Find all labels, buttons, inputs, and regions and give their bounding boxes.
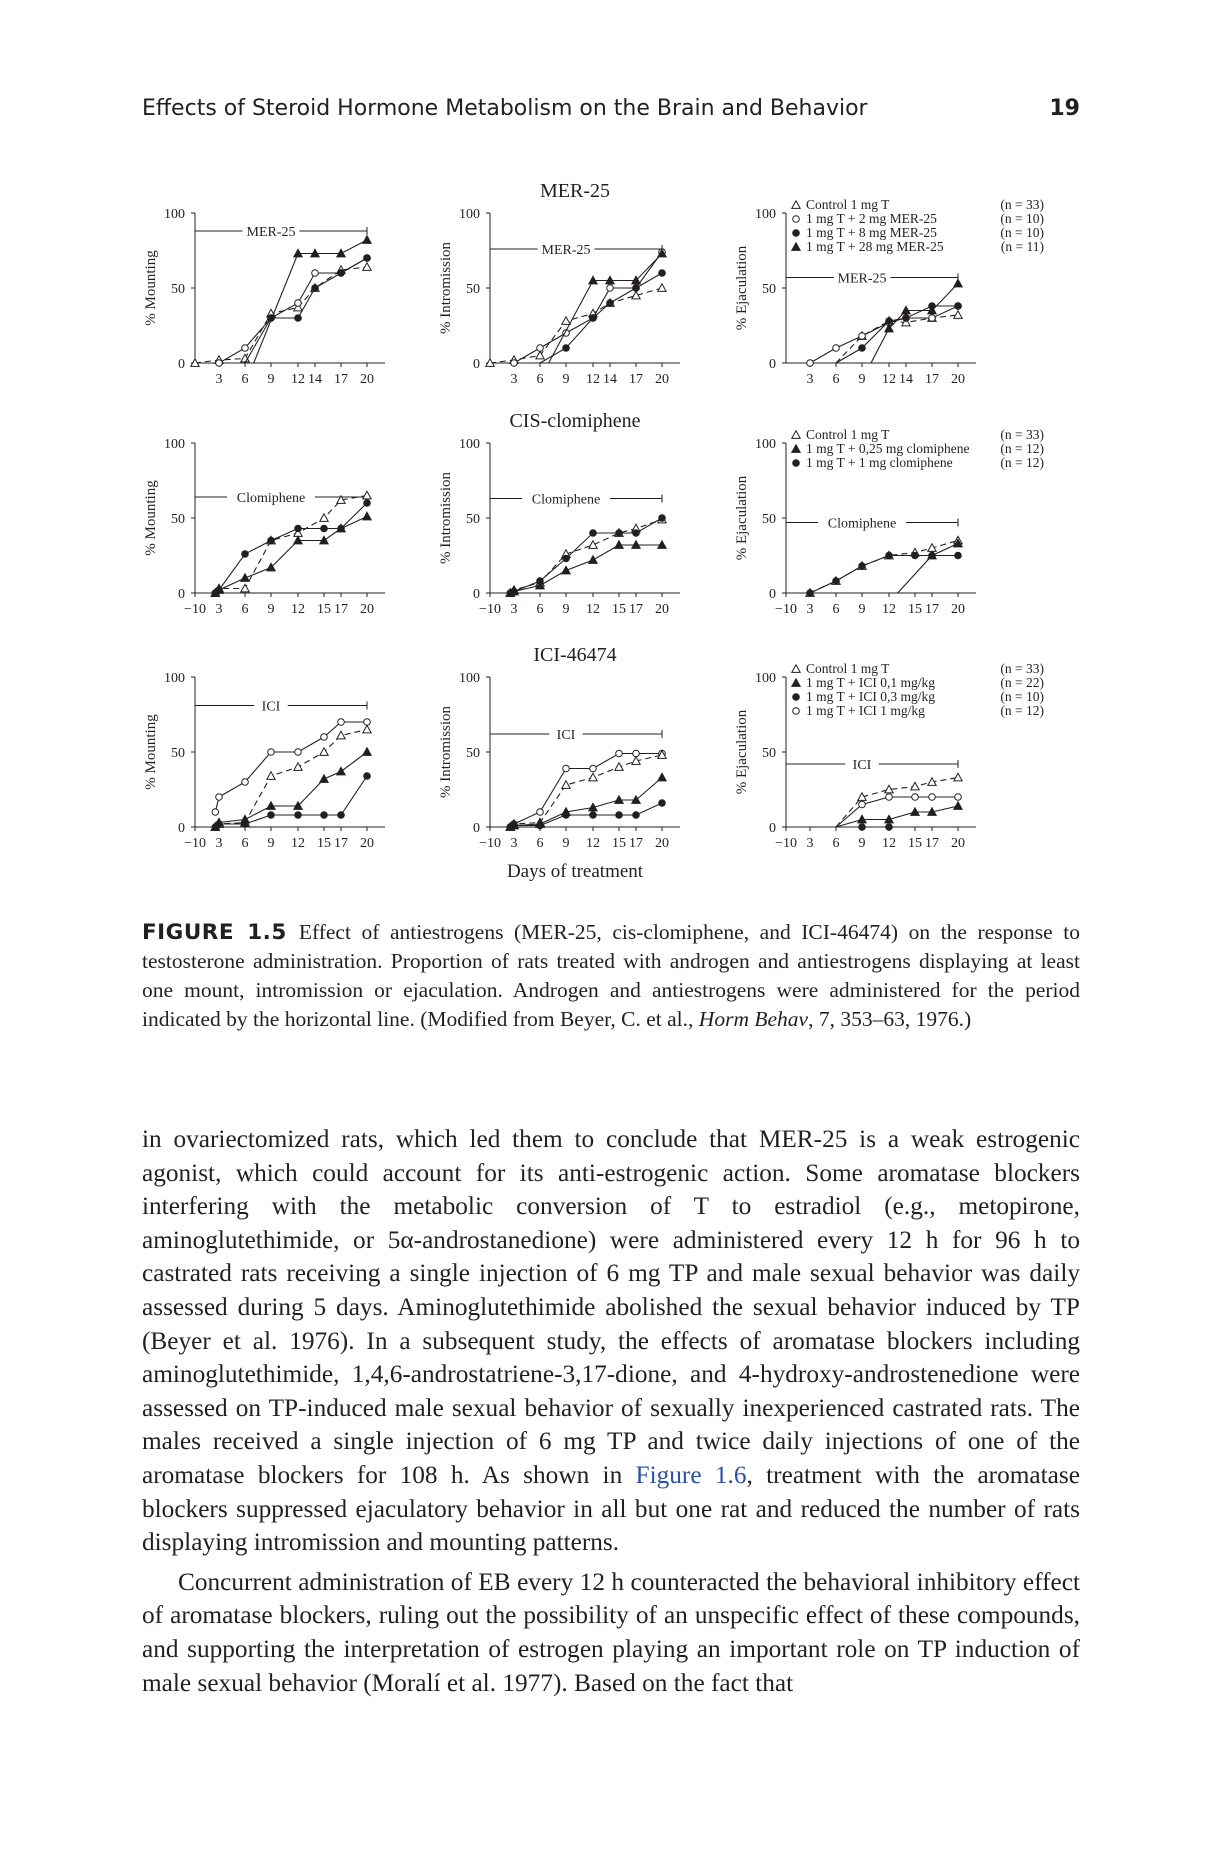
x-tick-label: 12 xyxy=(586,372,600,387)
legend-n: (n = 22) xyxy=(1000,675,1044,690)
x-tick-label: 12 xyxy=(291,836,305,851)
y-axis-label: % Intromission xyxy=(438,705,454,799)
data-point xyxy=(295,315,302,322)
data-point xyxy=(929,315,936,322)
panel-title: MER-25 xyxy=(540,180,610,202)
y-tick-label: 0 xyxy=(769,587,776,602)
legend-marker xyxy=(792,201,800,209)
data-point xyxy=(295,525,302,532)
y-tick-label: 100 xyxy=(164,437,185,452)
data-point xyxy=(363,725,371,733)
panel-c xyxy=(734,197,1044,387)
legend-marker xyxy=(792,431,800,439)
x-tick-label: 6 xyxy=(832,836,840,851)
data-point xyxy=(589,541,597,549)
x-tick-label: 3 xyxy=(806,372,814,387)
data-point xyxy=(886,552,893,559)
y-axis-label: % Intromission xyxy=(438,471,454,565)
data-point xyxy=(337,731,345,739)
data-point xyxy=(886,794,893,801)
data-point xyxy=(590,812,597,819)
y-tick-label: 100 xyxy=(459,207,480,222)
figure-label: FIGURE 1.5 xyxy=(142,920,287,945)
x-tick-label: 20 xyxy=(360,836,374,851)
x-tick-label: 20 xyxy=(655,372,669,387)
x-tick-label: 20 xyxy=(360,372,374,387)
data-point xyxy=(511,360,518,367)
x-tick-label: 3 xyxy=(510,836,518,851)
data-point xyxy=(563,555,570,562)
x-tick-label: 6 xyxy=(832,372,840,387)
data-point xyxy=(563,345,570,352)
treatment-label: ICI xyxy=(556,728,576,743)
x-tick-label: 9 xyxy=(267,836,275,851)
x-tick-label: 14 xyxy=(603,372,617,387)
treatment-label: ICI xyxy=(852,758,872,773)
data-point xyxy=(242,821,249,828)
legend-n: (n = 10) xyxy=(1000,225,1044,240)
data-point xyxy=(363,512,371,520)
data-point xyxy=(563,765,570,772)
data-point xyxy=(859,563,866,570)
y-tick-label: 100 xyxy=(164,671,185,686)
data-point xyxy=(267,772,275,780)
x-tick-label: 6 xyxy=(536,836,544,851)
paragraph-1-part-b: , treatment with the aromatase blockers suppressed ejaculatory behavior in all but one rat and reduced the number of rats displaying intromission and mounting patterns. xyxy=(142,1460,1080,1557)
treatment-label: Clomiphene xyxy=(236,491,306,506)
data-point xyxy=(321,525,328,532)
x-tick-label: 6 xyxy=(536,602,544,617)
legend-n: (n = 11) xyxy=(1000,239,1044,254)
legend-n: (n = 33) xyxy=(1000,427,1044,442)
y-tick-label: 50 xyxy=(762,746,776,761)
legend-label: 1 mg T + ICI 0,1 mg/kg xyxy=(806,675,935,690)
x-tick-label: 3 xyxy=(215,836,223,851)
panel-g xyxy=(143,644,617,851)
caption-reference: , 7, 353–63, 1976.) xyxy=(808,1007,972,1031)
data-point xyxy=(955,794,962,801)
legend-marker xyxy=(793,460,800,467)
data-point xyxy=(659,800,666,807)
x-tick-label: 15 xyxy=(908,602,922,617)
y-tick-label: 100 xyxy=(459,437,480,452)
data-point xyxy=(216,821,223,828)
y-axis-label: % Ejaculation xyxy=(734,709,750,795)
series-line-2 xyxy=(810,556,958,594)
data-point xyxy=(615,763,623,771)
figure-caption xyxy=(142,918,1080,1034)
data-point xyxy=(859,801,866,808)
data-point xyxy=(364,773,371,780)
data-point xyxy=(590,530,597,537)
data-point xyxy=(338,525,345,532)
y-tick-label: 0 xyxy=(769,357,776,372)
legend-marker xyxy=(793,694,800,701)
legend-label: 1 mg T + 8 mg MER-25 xyxy=(806,225,937,240)
x-tick-label: 9 xyxy=(267,602,275,617)
data-point xyxy=(364,500,371,507)
legend-label: 1 mg T + 2 mg MER-25 xyxy=(806,211,937,226)
y-tick-label: 0 xyxy=(178,587,185,602)
data-point xyxy=(312,270,319,277)
data-point xyxy=(242,779,249,786)
x-tick-label: 17 xyxy=(629,372,643,387)
data-point xyxy=(954,802,962,810)
x-tick-label: 9 xyxy=(858,372,866,387)
y-tick-label: 100 xyxy=(755,671,776,686)
y-tick-label: 100 xyxy=(755,437,776,452)
y-tick-label: 50 xyxy=(466,282,480,297)
data-point xyxy=(363,491,371,499)
data-point xyxy=(321,734,328,741)
x-tick-label: 15 xyxy=(612,602,626,617)
data-point xyxy=(912,794,919,801)
y-tick-label: 50 xyxy=(466,512,480,527)
data-point xyxy=(616,530,623,537)
x-tick-label: 3 xyxy=(510,602,518,617)
x-tick-label: 20 xyxy=(655,602,669,617)
x-tick-label: 9 xyxy=(267,372,275,387)
legend-label: 1 mg T + 1 mg clomiphene xyxy=(806,455,953,470)
x-axis-label: Days of treatment xyxy=(506,861,644,882)
x-tick-label: 12 xyxy=(882,836,896,851)
data-point xyxy=(590,765,597,772)
page-number: 19 xyxy=(1049,96,1080,121)
y-tick-label: 50 xyxy=(171,282,185,297)
data-point xyxy=(295,749,302,756)
legend-label: 1 mg T + ICI 1 mg/kg xyxy=(806,703,925,718)
paragraph-1 xyxy=(142,1123,1080,1560)
y-tick-label: 50 xyxy=(466,746,480,761)
x-tick-label: −10 xyxy=(479,836,501,851)
data-point xyxy=(562,317,570,325)
x-tick-label: 20 xyxy=(360,602,374,617)
legend-n: (n = 33) xyxy=(1000,197,1044,212)
figure-1-5 xyxy=(0,165,1225,905)
legend-label: 1 mg T + 28 mg MER-25 xyxy=(806,239,944,254)
treatment-label: ICI xyxy=(261,699,281,715)
data-point xyxy=(295,300,302,307)
data-point xyxy=(616,812,623,819)
x-tick-label: −10 xyxy=(184,836,206,851)
x-tick-label: 17 xyxy=(925,372,939,387)
x-tick-label: 12 xyxy=(291,602,305,617)
data-point xyxy=(212,809,219,816)
data-point xyxy=(929,794,936,801)
data-point xyxy=(955,303,962,310)
x-tick-label: 3 xyxy=(510,372,518,387)
panel-b xyxy=(438,207,680,387)
treatment-label: MER-25 xyxy=(837,271,887,287)
x-tick-label: 17 xyxy=(629,602,643,617)
x-tick-label: 14 xyxy=(899,372,913,387)
data-point xyxy=(338,719,345,726)
data-point xyxy=(616,750,623,757)
legend-marker xyxy=(793,708,800,715)
data-point xyxy=(590,315,597,322)
running-head xyxy=(142,96,1080,121)
series-line-1 xyxy=(810,541,958,594)
x-tick-label: 6 xyxy=(241,836,249,851)
series-line-2 xyxy=(215,730,367,828)
legend-marker xyxy=(792,665,800,673)
x-tick-label: 9 xyxy=(858,836,866,851)
x-tick-label: 15 xyxy=(317,836,331,851)
y-tick-label: 0 xyxy=(178,821,185,836)
series-line-3 xyxy=(245,258,367,363)
x-tick-label: 20 xyxy=(951,602,965,617)
legend-n: (n = 12) xyxy=(1000,441,1044,456)
x-tick-label: 9 xyxy=(858,602,866,617)
treatment-label: MER-25 xyxy=(246,225,296,240)
data-point xyxy=(903,315,910,322)
x-tick-label: 3 xyxy=(806,602,814,617)
x-tick-label: 17 xyxy=(334,372,348,387)
legend-label: 1 mg T + 0,25 mg clomiphene xyxy=(806,441,970,456)
legend-marker xyxy=(793,216,800,223)
x-tick-label: 6 xyxy=(832,602,840,617)
data-point xyxy=(268,812,275,819)
data-point xyxy=(241,574,249,582)
legend-label: Control 1 mg T xyxy=(806,661,890,676)
x-tick-label: 9 xyxy=(562,836,570,851)
legend-marker xyxy=(793,230,800,237)
body-text xyxy=(142,1123,1080,1706)
data-point xyxy=(633,285,640,292)
treatment-label: Clomiphene xyxy=(531,492,601,508)
legend-n: (n = 33) xyxy=(1000,661,1044,676)
legend-label: Control 1 mg T xyxy=(806,197,890,212)
y-axis-label: % Ejaculation xyxy=(734,475,750,561)
x-tick-label: 15 xyxy=(908,836,922,851)
legend-label: 1 mg T + ICI 0,3 mg/kg xyxy=(806,689,935,704)
x-tick-label: −10 xyxy=(775,602,797,617)
series-line-2 xyxy=(810,306,958,363)
data-point xyxy=(216,587,223,594)
data-point xyxy=(859,333,866,340)
x-tick-label: 12 xyxy=(882,372,896,387)
x-tick-label: 17 xyxy=(925,602,939,617)
treatment-label: MER-25 xyxy=(541,243,591,258)
treatment-label: Clomiphene xyxy=(827,516,897,532)
legend-n: (n = 12) xyxy=(1000,455,1044,470)
x-tick-label: 6 xyxy=(241,372,249,387)
data-point xyxy=(912,552,919,559)
x-tick-label: 3 xyxy=(215,372,223,387)
y-axis-label: % Ejaculation xyxy=(734,245,750,331)
caption-journal: Horm Behav xyxy=(698,1007,809,1031)
y-tick-label: 0 xyxy=(473,587,480,602)
data-point xyxy=(658,773,666,781)
data-point xyxy=(954,311,962,319)
data-point xyxy=(321,812,328,819)
data-point xyxy=(562,781,570,789)
x-tick-label: 12 xyxy=(291,372,305,387)
x-tick-label: 20 xyxy=(951,836,965,851)
data-point xyxy=(607,300,614,307)
x-tick-label: 12 xyxy=(586,602,600,617)
y-tick-label: 50 xyxy=(171,746,185,761)
data-point xyxy=(216,360,223,367)
legend-n: (n = 10) xyxy=(1000,211,1044,226)
series-line-2 xyxy=(514,252,662,363)
x-tick-label: −10 xyxy=(775,836,797,851)
data-point xyxy=(833,345,840,352)
data-point xyxy=(216,794,223,801)
legend-n: (n = 10) xyxy=(1000,689,1044,704)
panel-e xyxy=(438,437,680,617)
y-tick-label: 0 xyxy=(178,357,185,372)
data-point xyxy=(658,284,666,292)
data-point xyxy=(633,530,640,537)
y-tick-label: 50 xyxy=(762,282,776,297)
data-point xyxy=(338,270,345,277)
data-point xyxy=(607,285,614,292)
panel-h xyxy=(438,671,680,851)
legend-marker xyxy=(792,243,800,251)
panel-title: CIS-clomiphene xyxy=(509,410,641,432)
series-line-1 xyxy=(836,778,958,828)
x-tick-label: 3 xyxy=(806,836,814,851)
x-tick-label: 12 xyxy=(882,602,896,617)
x-tick-label: 20 xyxy=(655,836,669,851)
data-point xyxy=(537,809,544,816)
data-point xyxy=(954,773,962,781)
series-line-3 xyxy=(540,273,662,363)
data-point xyxy=(659,270,666,277)
data-point xyxy=(241,584,249,592)
data-point xyxy=(363,236,371,244)
x-tick-label: 17 xyxy=(334,602,348,617)
x-tick-label: 9 xyxy=(562,602,570,617)
data-point xyxy=(338,812,345,819)
data-point xyxy=(807,590,814,597)
data-point xyxy=(537,345,544,352)
legend-n: (n = 12) xyxy=(1000,703,1044,718)
data-point xyxy=(589,556,597,564)
x-tick-label: 6 xyxy=(536,372,544,387)
data-point xyxy=(312,285,319,292)
series-line-3 xyxy=(836,806,958,827)
data-point xyxy=(562,566,570,574)
data-point xyxy=(911,782,919,790)
panel-f xyxy=(734,427,1044,617)
y-axis-label: % Mounting xyxy=(143,250,159,326)
data-point xyxy=(294,763,302,771)
data-point xyxy=(955,552,962,559)
series-line-2 xyxy=(836,797,958,827)
data-point xyxy=(511,588,518,595)
data-point xyxy=(242,551,249,558)
x-tick-label: −10 xyxy=(479,602,501,617)
x-tick-label: 15 xyxy=(317,602,331,617)
series-line-4 xyxy=(215,776,367,827)
data-point xyxy=(242,345,249,352)
data-point xyxy=(337,767,345,775)
data-point xyxy=(295,812,302,819)
data-point xyxy=(268,749,275,756)
series-line-1 xyxy=(215,722,367,812)
paragraph-2: Concurrent administration of EB every 12 h counteracted the behavioral inhibitory effect of aromatase blockers, ruling out the possibility of an unspecific effect of these compounds, and supporting the interpretation of estrogen playing an important role on TP induction of male sexual behavior (Moralí et al. 1977). Based on the fact that xyxy=(142,1567,1080,1697)
data-point xyxy=(363,263,371,271)
legend-marker xyxy=(792,445,800,453)
x-tick-label: 17 xyxy=(925,836,939,851)
legend-marker xyxy=(792,679,800,687)
y-axis-label: % Mounting xyxy=(143,714,159,790)
data-point xyxy=(807,360,814,367)
y-axis-label: % Intromission xyxy=(438,241,454,335)
running-title: Effects of Steroid Hormone Metabolism on the Brain and Behavior xyxy=(142,96,868,121)
x-tick-label: −10 xyxy=(184,602,206,617)
data-point xyxy=(633,812,640,819)
data-point xyxy=(859,824,866,831)
data-point xyxy=(589,773,597,781)
x-tick-label: 12 xyxy=(586,836,600,851)
panel-d xyxy=(143,410,641,617)
series-line-1 xyxy=(215,496,367,594)
data-point xyxy=(363,748,371,756)
caption-text: Effect of antiestrogens (MER-25, cis-clomiphene, and ICI-46474) on the response to testosterone administration. Proportion of rats treated with androgen and antiestrogens displaying at least one mount, intromission or ejaculation. Androgen and antiestrogens were administered for the period indicated by the horizontal line. (Modified from Beyer, C. et al., xyxy=(142,920,1081,1031)
series-line-4 xyxy=(254,240,367,363)
data-point xyxy=(886,824,893,831)
data-point xyxy=(268,537,275,544)
figure-1-6-link[interactable]: Figure 1.6 xyxy=(635,1460,747,1489)
y-tick-label: 0 xyxy=(769,821,776,836)
x-tick-label: 17 xyxy=(334,836,348,851)
x-tick-label: 17 xyxy=(629,836,643,851)
x-tick-label: 15 xyxy=(612,836,626,851)
data-point xyxy=(320,748,328,756)
x-tick-label: 9 xyxy=(562,372,570,387)
data-point xyxy=(833,578,840,585)
y-tick-label: 0 xyxy=(473,357,480,372)
y-tick-label: 100 xyxy=(164,207,185,222)
data-point xyxy=(659,515,666,522)
series-line-2 xyxy=(510,545,662,593)
data-point xyxy=(320,514,328,522)
data-point xyxy=(537,578,544,585)
series-line-1 xyxy=(195,267,367,363)
paragraph-1-part-a: in ovariectomized rats, which led them to conclude that MER-25 is a weak estrogenic agonist, which could account for its anti-estrogenic action. Some aromatase blockers interfering with the metabolic conversion of T to estradiol (e.g., metopirone, aminoglutethimide, or 5α-androstanedione) were administered every 12 h for 96 h to castrated rats receiving a single injection of 6 mg TP and male sexual behavior was daily assessed during 5 days. Aminoglutethimide abolished the sexual behavior induced by TP (Beyer et al. 1976). In a subsequent study, the effects of aromatase blockers including aminoglutethimide, 1,4,6-androstatriene-3,17-dione, and 4-hydroxy-androstenedione were assessed on TP-induced male sexual behavior of sexually inexperienced castrated rats. The males received a single injection of 6 mg TP and twice daily injections of one of the aromatase blockers for 108 h. As shown in xyxy=(142,1125,1080,1489)
data-point xyxy=(563,812,570,819)
x-tick-label: 14 xyxy=(308,372,322,387)
x-tick-label: 3 xyxy=(215,602,223,617)
y-tick-label: 50 xyxy=(171,512,185,527)
x-tick-label: 6 xyxy=(241,602,249,617)
data-point xyxy=(511,822,518,829)
x-tick-label: 20 xyxy=(951,372,965,387)
y-tick-label: 50 xyxy=(762,512,776,527)
y-tick-label: 100 xyxy=(755,207,776,222)
data-point xyxy=(320,775,328,783)
y-tick-label: 100 xyxy=(459,671,480,686)
panel-title: ICI-46474 xyxy=(533,644,617,666)
y-axis-label: % Mounting xyxy=(143,480,159,556)
data-point xyxy=(364,255,371,262)
data-point xyxy=(859,345,866,352)
data-point xyxy=(537,822,544,829)
legend-label: Control 1 mg T xyxy=(806,427,890,442)
y-tick-label: 0 xyxy=(473,821,480,836)
data-point xyxy=(954,279,962,287)
